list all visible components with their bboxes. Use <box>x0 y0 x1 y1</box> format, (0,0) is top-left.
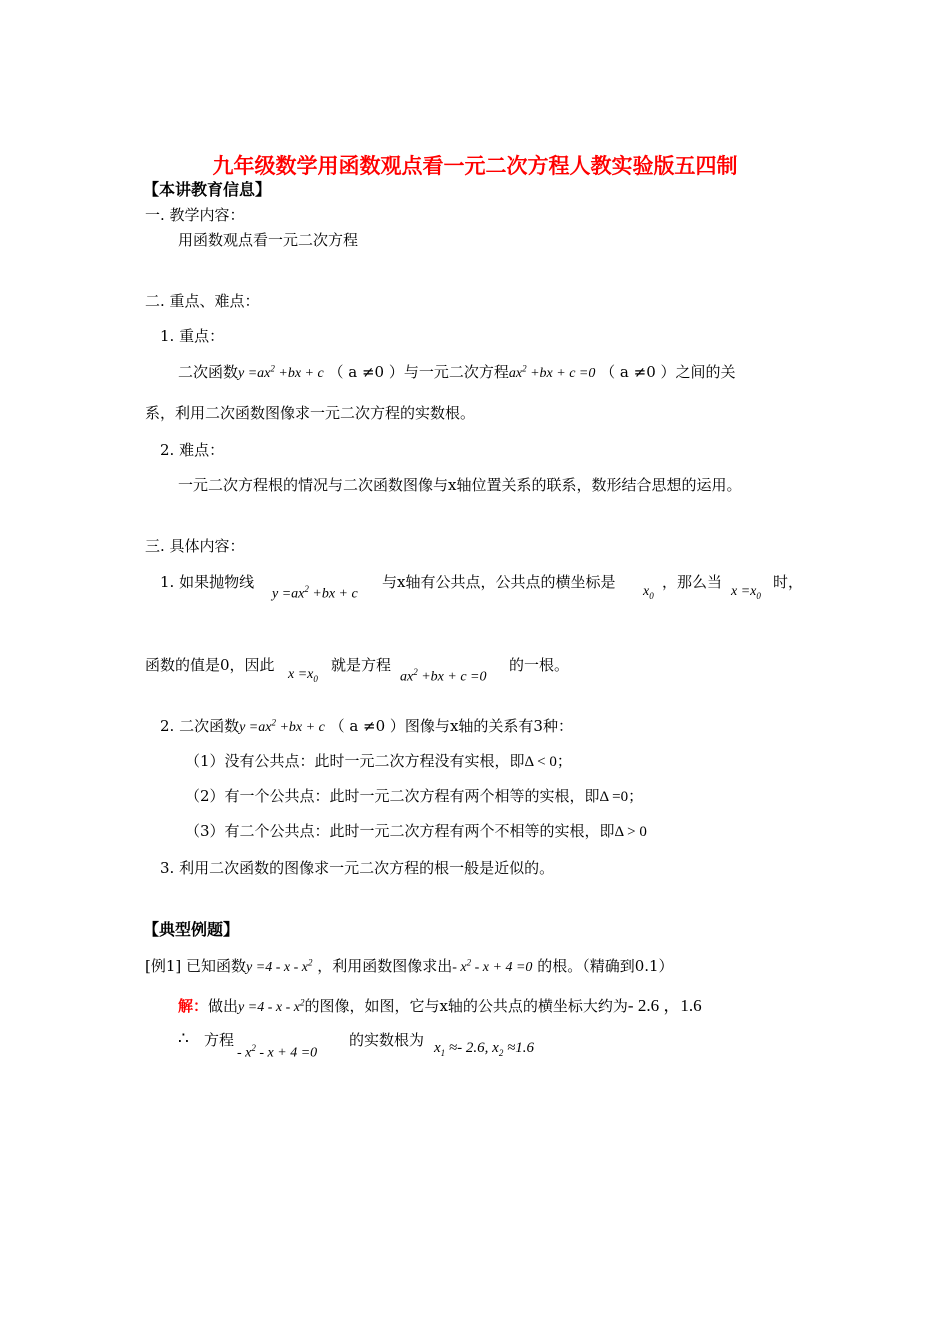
item-1-cont-c: 的一根。 <box>509 656 570 674</box>
solution-line <box>178 991 702 1016</box>
therefore-text-a: 方程 <box>204 1031 235 1049</box>
item-2-text-a: 2. 二次函数 <box>160 717 240 735</box>
section-2-heading: 二. 重点、难点： <box>145 292 260 310</box>
document-title: 九年级数学用函数观点看一元二次方程人教实验版五四制 <box>212 153 738 178</box>
item-1-text-a: 1. 如果抛物线 <box>160 573 255 591</box>
item-1-cont-b: 就是方程 <box>331 656 392 674</box>
example-equation-formula: - $x^2 - x + 4 =0$ <box>452 957 533 975</box>
x0-symbol: $x_0$ <box>643 584 654 601</box>
delta-equals-zero: Δ =0 <box>599 789 629 805</box>
section-1-body: 用函数观点看一元二次方程 <box>178 231 359 249</box>
quadratic-equation-formula: $ax^2 +bx + c =0$ <box>508 363 596 381</box>
parabola-formula: $y =ax^2 +bx + c$ <box>272 584 358 602</box>
item-1-cont-a: 函数的值是0，因此 <box>145 656 275 674</box>
case-2: （2）有一个公共点：此时一元二次方程有两个相等的实根，即Δ =0； <box>185 787 644 805</box>
quadratic-function-formula: $y =ax^2 +bx + c$ <box>238 363 324 381</box>
example-1-text-c: 的根。（精确到0.1） <box>537 957 674 975</box>
solution-values: - 2.6 ，1.6 <box>627 996 702 1015</box>
solution-text-a: 做出 <box>208 997 239 1015</box>
item-1-text-d: 时， <box>773 573 804 591</box>
quadratic-function-formula-2: $y =ax^2 +bx + c$ <box>239 717 325 735</box>
x-equals-x0: $x =x_0$ <box>731 584 761 601</box>
equation-formula-2: $ax^2 +bx + c =0$ <box>400 667 487 685</box>
key-point-text-a: 二次函数 <box>178 363 239 381</box>
example-1-line <box>145 955 674 976</box>
difficulty-heading: 2. 难点： <box>160 441 225 459</box>
example-1-text-a: [例1] 已知函数 <box>145 957 247 975</box>
key-point-continuation: 系，利用二次函数图像求一元二次方程的实数根。 <box>145 404 476 422</box>
condition-text-2: （ a ≠0 ）之间的关 <box>600 363 736 381</box>
item-2-line <box>160 715 573 736</box>
item-3: 3. 利用二次函数的图像求一元二次方程的根一般是近似的。 <box>160 859 555 877</box>
delta-less-zero: Δ < 0 <box>524 754 557 770</box>
item-1-text-b: 与x轴有公共点，公共点的横坐标是 <box>382 573 616 591</box>
solution-label: 解： <box>178 997 209 1015</box>
x-equals-x0-2: $x =x_0$ <box>288 667 318 684</box>
therefore-text-b: 的实数根为 <box>349 1031 425 1049</box>
example-1-text-b: ，利用函数图像求出 <box>317 957 453 975</box>
item-1-text-c: ，那么当 <box>662 573 723 591</box>
difficulty-body: 一元二次方程根的情况与二次函数图像与x轴位置关系的联系，数形结合思想的运用。 <box>178 476 742 494</box>
case-1: （1）没有公共点：此时一元二次方程没有实根，即Δ < 0； <box>185 752 572 770</box>
condition-text-1: （ a ≠0 ）与一元二次方程 <box>328 363 509 381</box>
case-3: （3）有二个公共点：此时一元二次方程有两个不相等的实根，即Δ > 0 <box>185 822 647 840</box>
therefore-symbol: ∴ <box>178 1029 189 1049</box>
section-3-heading: 三. 具体内容： <box>145 537 245 555</box>
solution-function-formula: $y =4 - x - x^2$ <box>238 997 305 1015</box>
section-info-heading: 【本讲教育信息】 <box>143 180 272 199</box>
item-2-text-b: （ a ≠0 ）图像与x轴的关系有3种： <box>329 717 573 735</box>
key-point-heading: 1. 重点： <box>160 327 225 345</box>
example-function-formula: $y =4 - x - x^2$ <box>246 957 313 975</box>
solution-text-b: 的图像，如图，它与x轴的公共点的横坐标大约为 <box>304 997 628 1015</box>
therefore-equation: - $x^2 - x + 4 =0$ <box>237 1043 318 1061</box>
roots-result: $x_1 \approx- 2.6$, $x_2 \approx 1.6$ <box>434 1040 535 1058</box>
section-1-heading: 一. 教学内容： <box>145 206 245 224</box>
delta-greater-zero: Δ > 0 <box>614 824 647 840</box>
key-point-line <box>178 361 736 382</box>
examples-heading: 【典型例题】 <box>143 920 240 939</box>
